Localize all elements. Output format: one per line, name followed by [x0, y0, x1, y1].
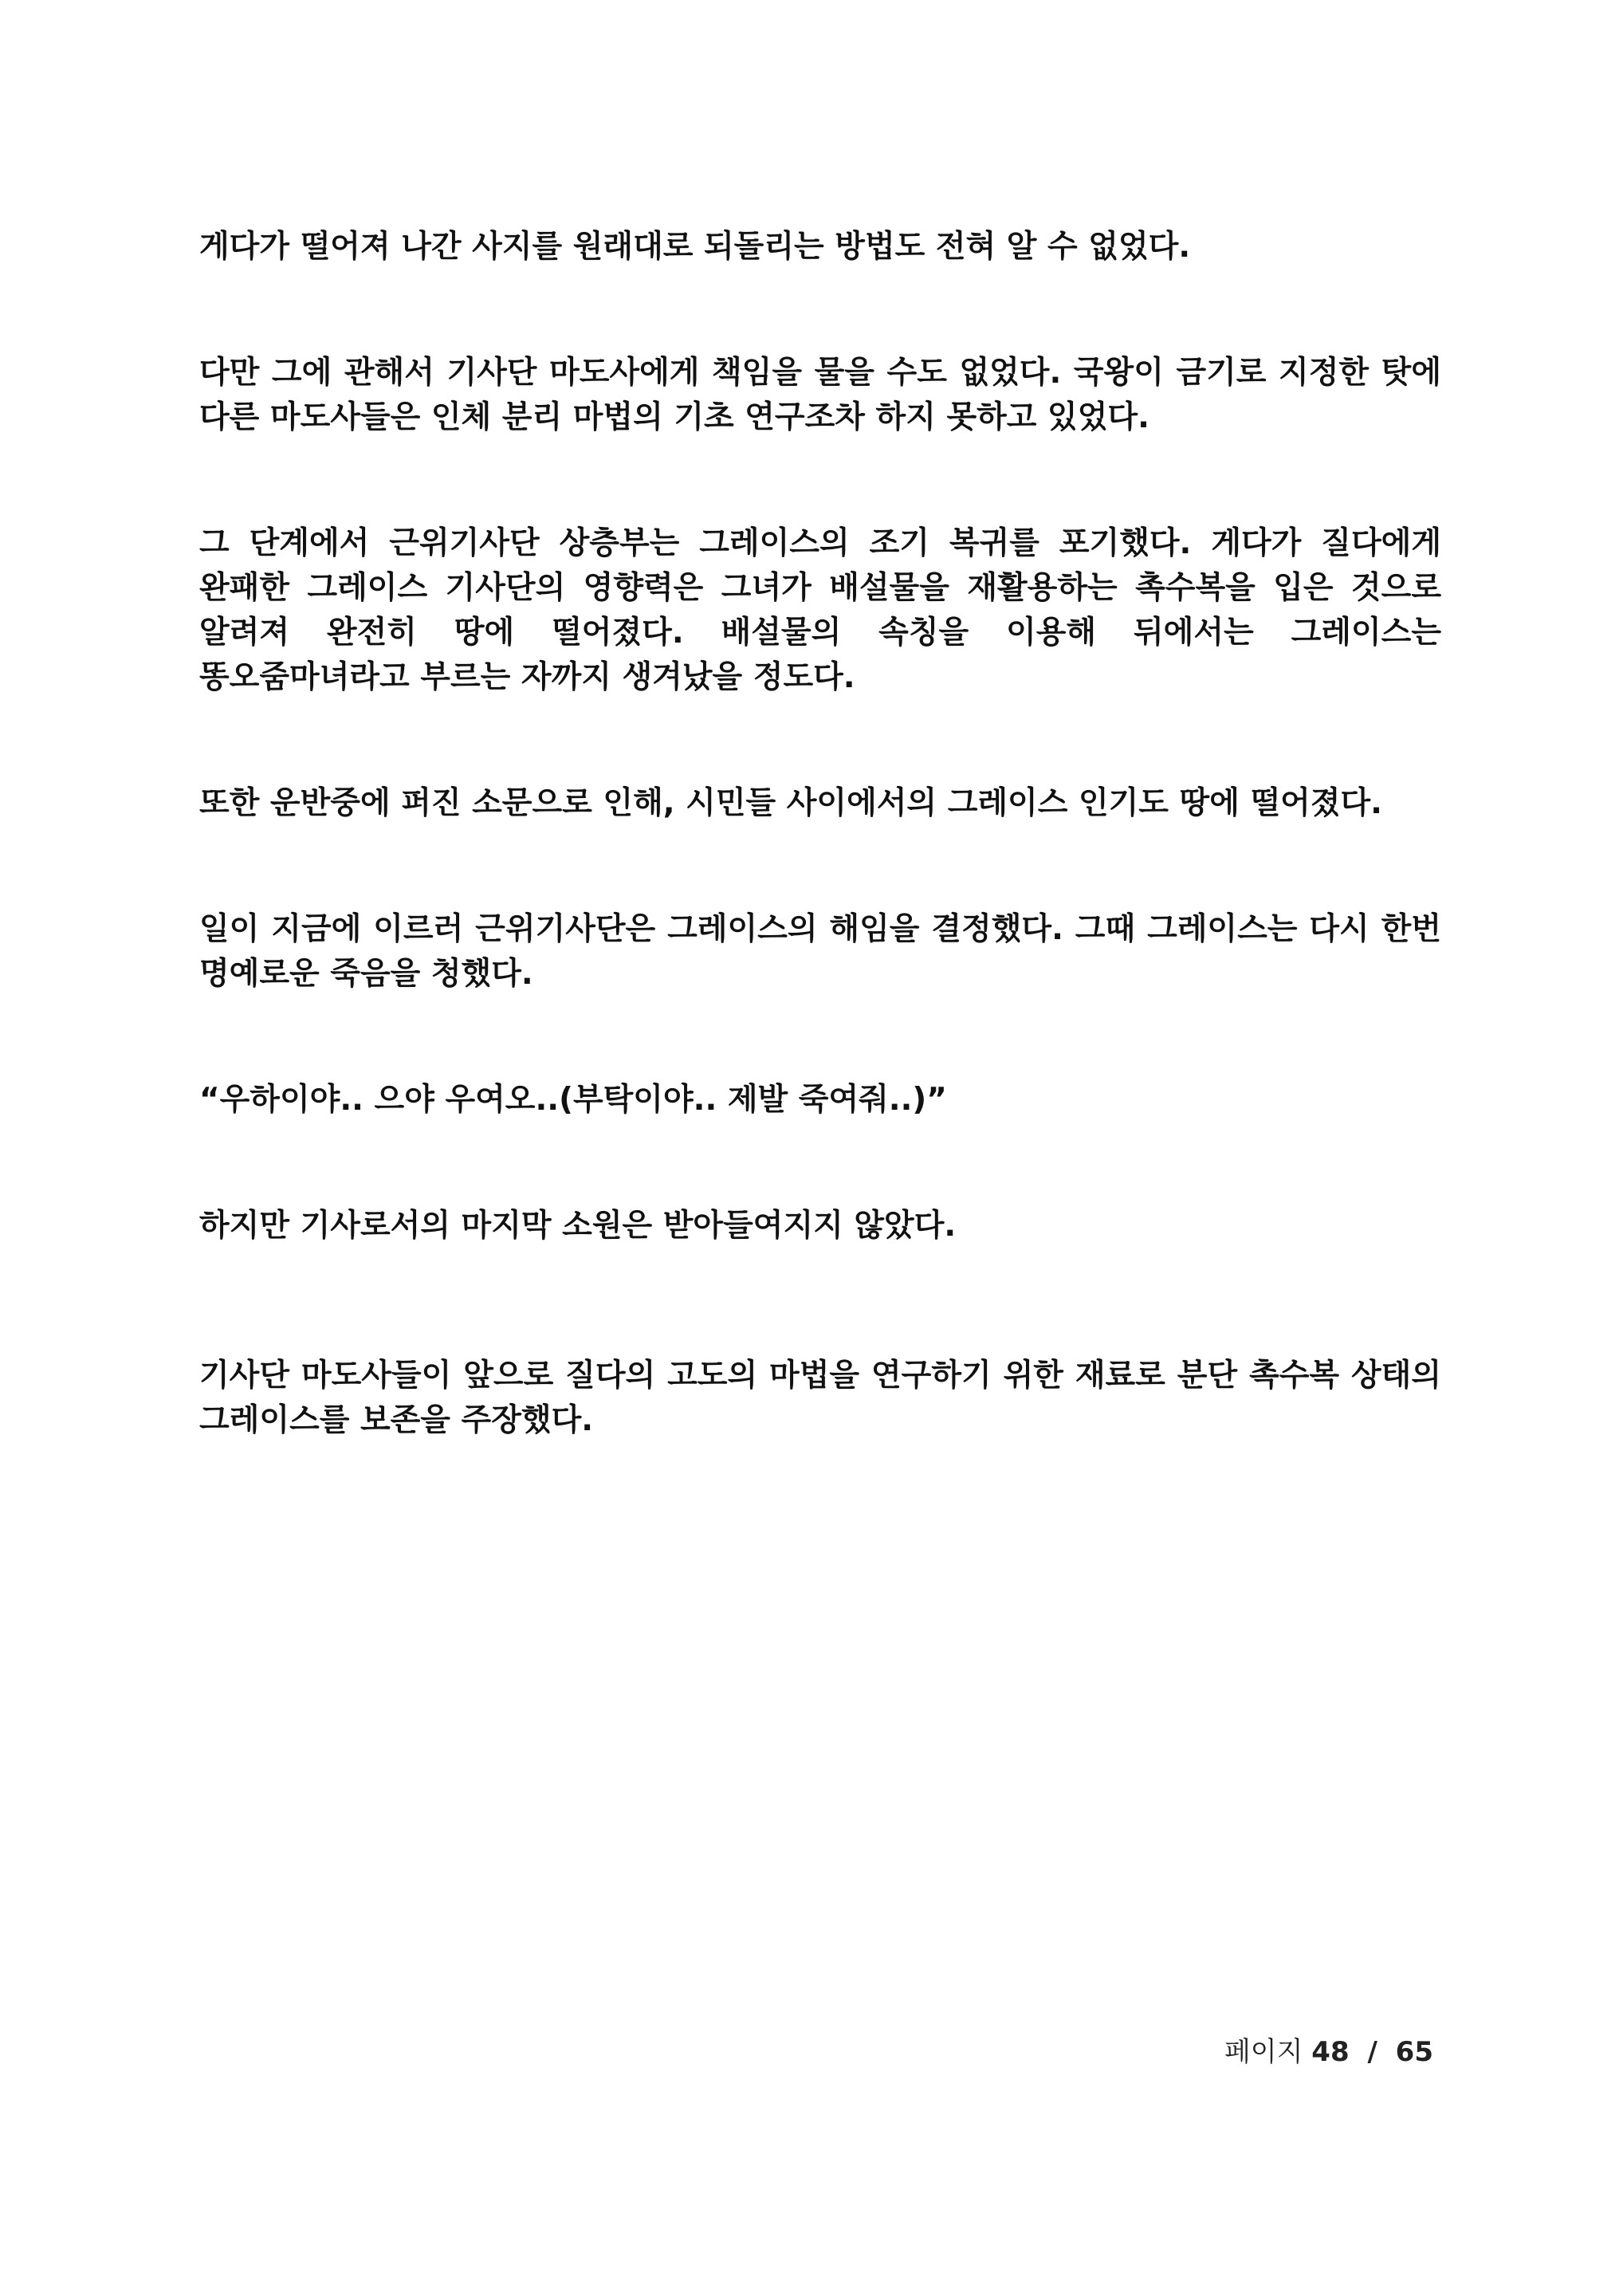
paragraph-2: 다만 그에 관해서 기사단 마도사에게 책임을 물을 수도 없었다. 국왕이 금기로 지정한 탓에 다른 마도사들은 인체 분리 마법의 기초 연구조차 하지 못하고 있었다. — [199, 355, 1441, 435]
paragraph-5: 일이 지금에 이르러 근위기사단은 그레이스의 해임을 결정했다. 그때 그레이스는 다시 한번 명예로운 죽음을 청했다. — [199, 911, 1441, 992]
paragraph-1: 게다가 떨어져 나간 사지를 원래대로 되돌리는 방법도 전혀 알 수 없었다. — [199, 229, 1191, 265]
page-separator: / — [1367, 2036, 1377, 2068]
paragraph-4: 또한 운반중에 퍼진 소문으로 인해, 시민들 사이에서의 그레이스 인기도 땅에 떨어졌다. — [199, 785, 1382, 821]
paragraph-6-dialogue: “우하이야.. 으야 우여오..(부탁이야.. 제발 죽여줘..)” — [199, 1082, 947, 1118]
paragraph-8: 기사단 마도사들이 앞으로 질다의 고도의 마법을 연구하기 위한 재료로 분단 촉수복 상태의 그레이스를 보존을 주장했다. — [199, 1358, 1441, 1438]
page-label: 페이지 — [1224, 2036, 1303, 2068]
paragraph-7: 하지만 기사로서의 마지막 소원은 받아들여지지 않았다. — [199, 1208, 957, 1244]
paragraph-3: 그 단계에서 근위기사단 상층부는 그레이스의 조기 복귀를 포기했다. 게다가 질다에게 완패한 그레이스 기사단의 영향력은 그녀가 배설물을 재활용하는 촉수복을 입은 것으로 알려져 완전히 땅에 떨어졌다. 배설물의 속칭을 이용해 뒤에서는 그레이스는 똥오줌마녀라고 부르는 자까지 생겨났을 정도다. — [199, 525, 1441, 695]
page-number-footer — [1224, 2030, 1433, 2069]
document-body — [199, 225, 1441, 1524]
total-page-count: 65 — [1395, 2036, 1433, 2068]
current-page-number: 48 — [1311, 2036, 1350, 2068]
